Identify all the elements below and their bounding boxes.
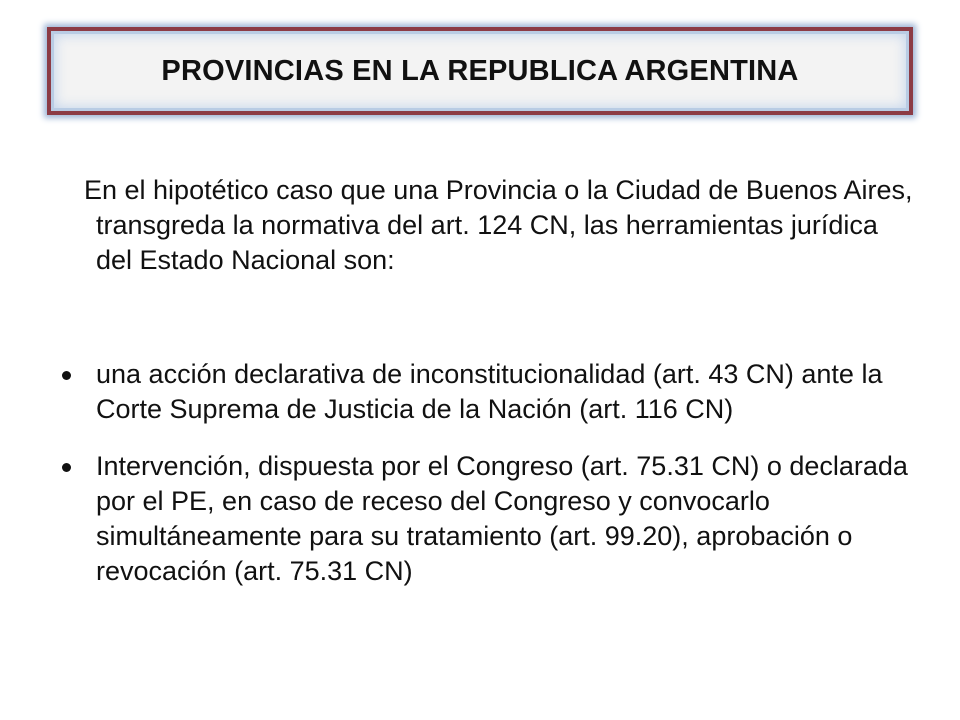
bullet-item bbox=[60, 449, 920, 589]
bullet-text: Intervención, dispuesta por el Congreso (art. 75.31 CN) o declarada por el PE, en caso de receso del Congreso y convocarlo simultáneamente para su tratamiento (art. 99.20), aprobación o revocación (art. 75.31 CN) bbox=[96, 451, 908, 586]
bullet-icon bbox=[62, 371, 71, 380]
bullet-icon bbox=[62, 463, 71, 472]
slide-title: PROVINCIAS EN LA REPUBLICA ARGENTINA bbox=[161, 54, 799, 87]
intro-paragraph: En el hipotético caso que una Provincia o la Ciudad de Buenos Aires, transgreda la normativa del art. 124 CN, las herramientas jurídica del Estado Nacional son: bbox=[84, 175, 913, 275]
bullet-text: una acción declarativa de inconstitucionalidad (art. 43 CN) ante la Corte Suprema de Justicia de la Nación (art. 116 CN) bbox=[96, 359, 883, 424]
bullet-list bbox=[60, 357, 920, 611]
bullet-item bbox=[60, 357, 920, 427]
